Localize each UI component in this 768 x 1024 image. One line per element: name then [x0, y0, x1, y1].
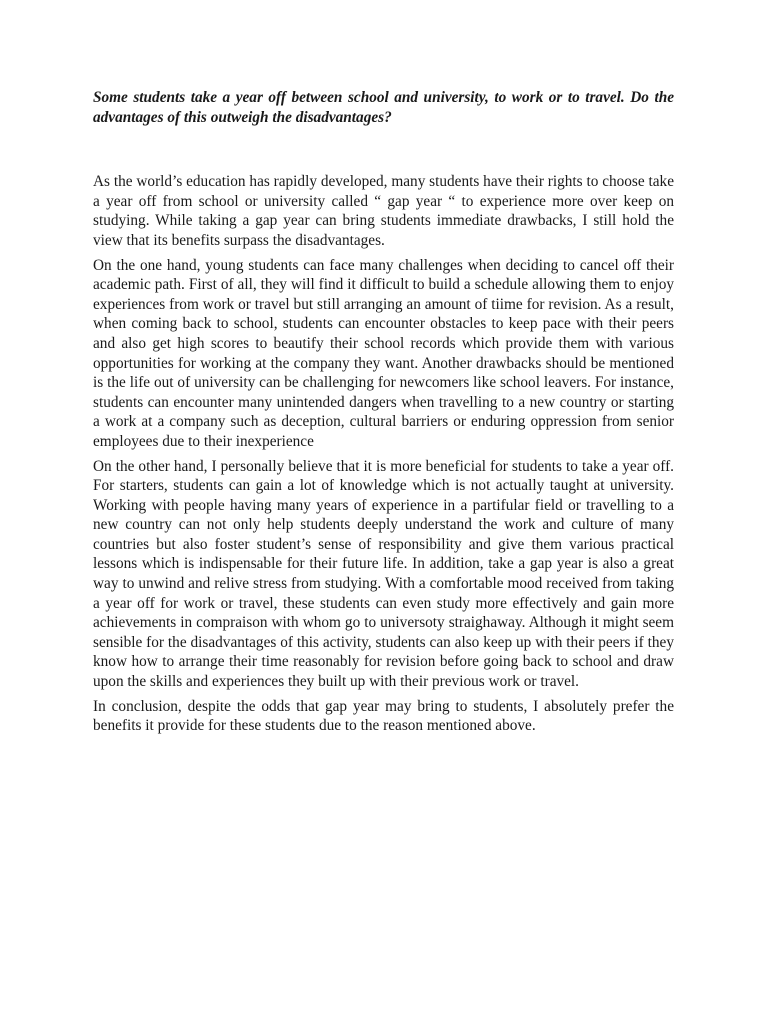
- paragraph-conclusion: In conclusion, despite the odds that gap year may bring to students, I absolutely prefer the benefits it provide for these students due to the reason mentioned above.: [93, 697, 674, 735]
- paragraph-disadvantages: On the one hand, young students can face many challenges when deciding to cancel off their academic path. First of all, they will find it difficult to build a schedule allowing them to enjoy experiences from work or travel but still arranging an amount of tiime for revision. As a result, when coming back to school, students can encounter obstacles to keep pace with their peers and also get high scores to beautify their school records which provide them with various opportunities for working at the company they want. Another drawbacks should be mentioned is the life out of university can be challenging for newcomers like school leavers. For instance, students can encounter many unintended dangers when travelling to a new country or starting a work at a company such as deception, cultural barriers or enduring oppression from senior employees due to their inexperience: [93, 256, 674, 450]
- paragraph-introduction: As the world’s education has rapidly developed, many students have their rights to choose take a year off from school or university called “ gap year “ to experience more over keep on studying. While taking a gap year can bring students immediate drawbacks, I still hold the view that its benefits surpass the disadvantages.: [93, 173, 674, 249]
- essay-prompt-title: Some students take a year off between school and university, to work or to travel. Do the advantages of this outweigh the disadvantages?: [93, 89, 674, 126]
- paragraph-advantages: On the other hand, I personally believe that it is more beneficial for students to take a year off. For starters, students can gain a lot of knowledge which is not actually taught at university. Working with people having many years of experience in a partifular field or travelling to a new country can not only help students deeply understand the work and culture of many countries but also foster student’s sense of responsibility and give them various practical lessons which is indispensable for their future life. In addition, take a gap year is also a great way to unwind and relive stress from studying. With a comfortable mood received from taking a year off for work or travel, these students can even study more effectively and gain more achievements in compraison with whom go to universoty straighaway. Although it might seem sensible for the disadvantages of this activity, students can also keep up with their peers if they know how to arrange their time reasonably for revision before going back to school and draw upon the skills and experiences they built up with their previous work or travel.: [93, 457, 674, 691]
- essay-page: [93, 88, 674, 741]
